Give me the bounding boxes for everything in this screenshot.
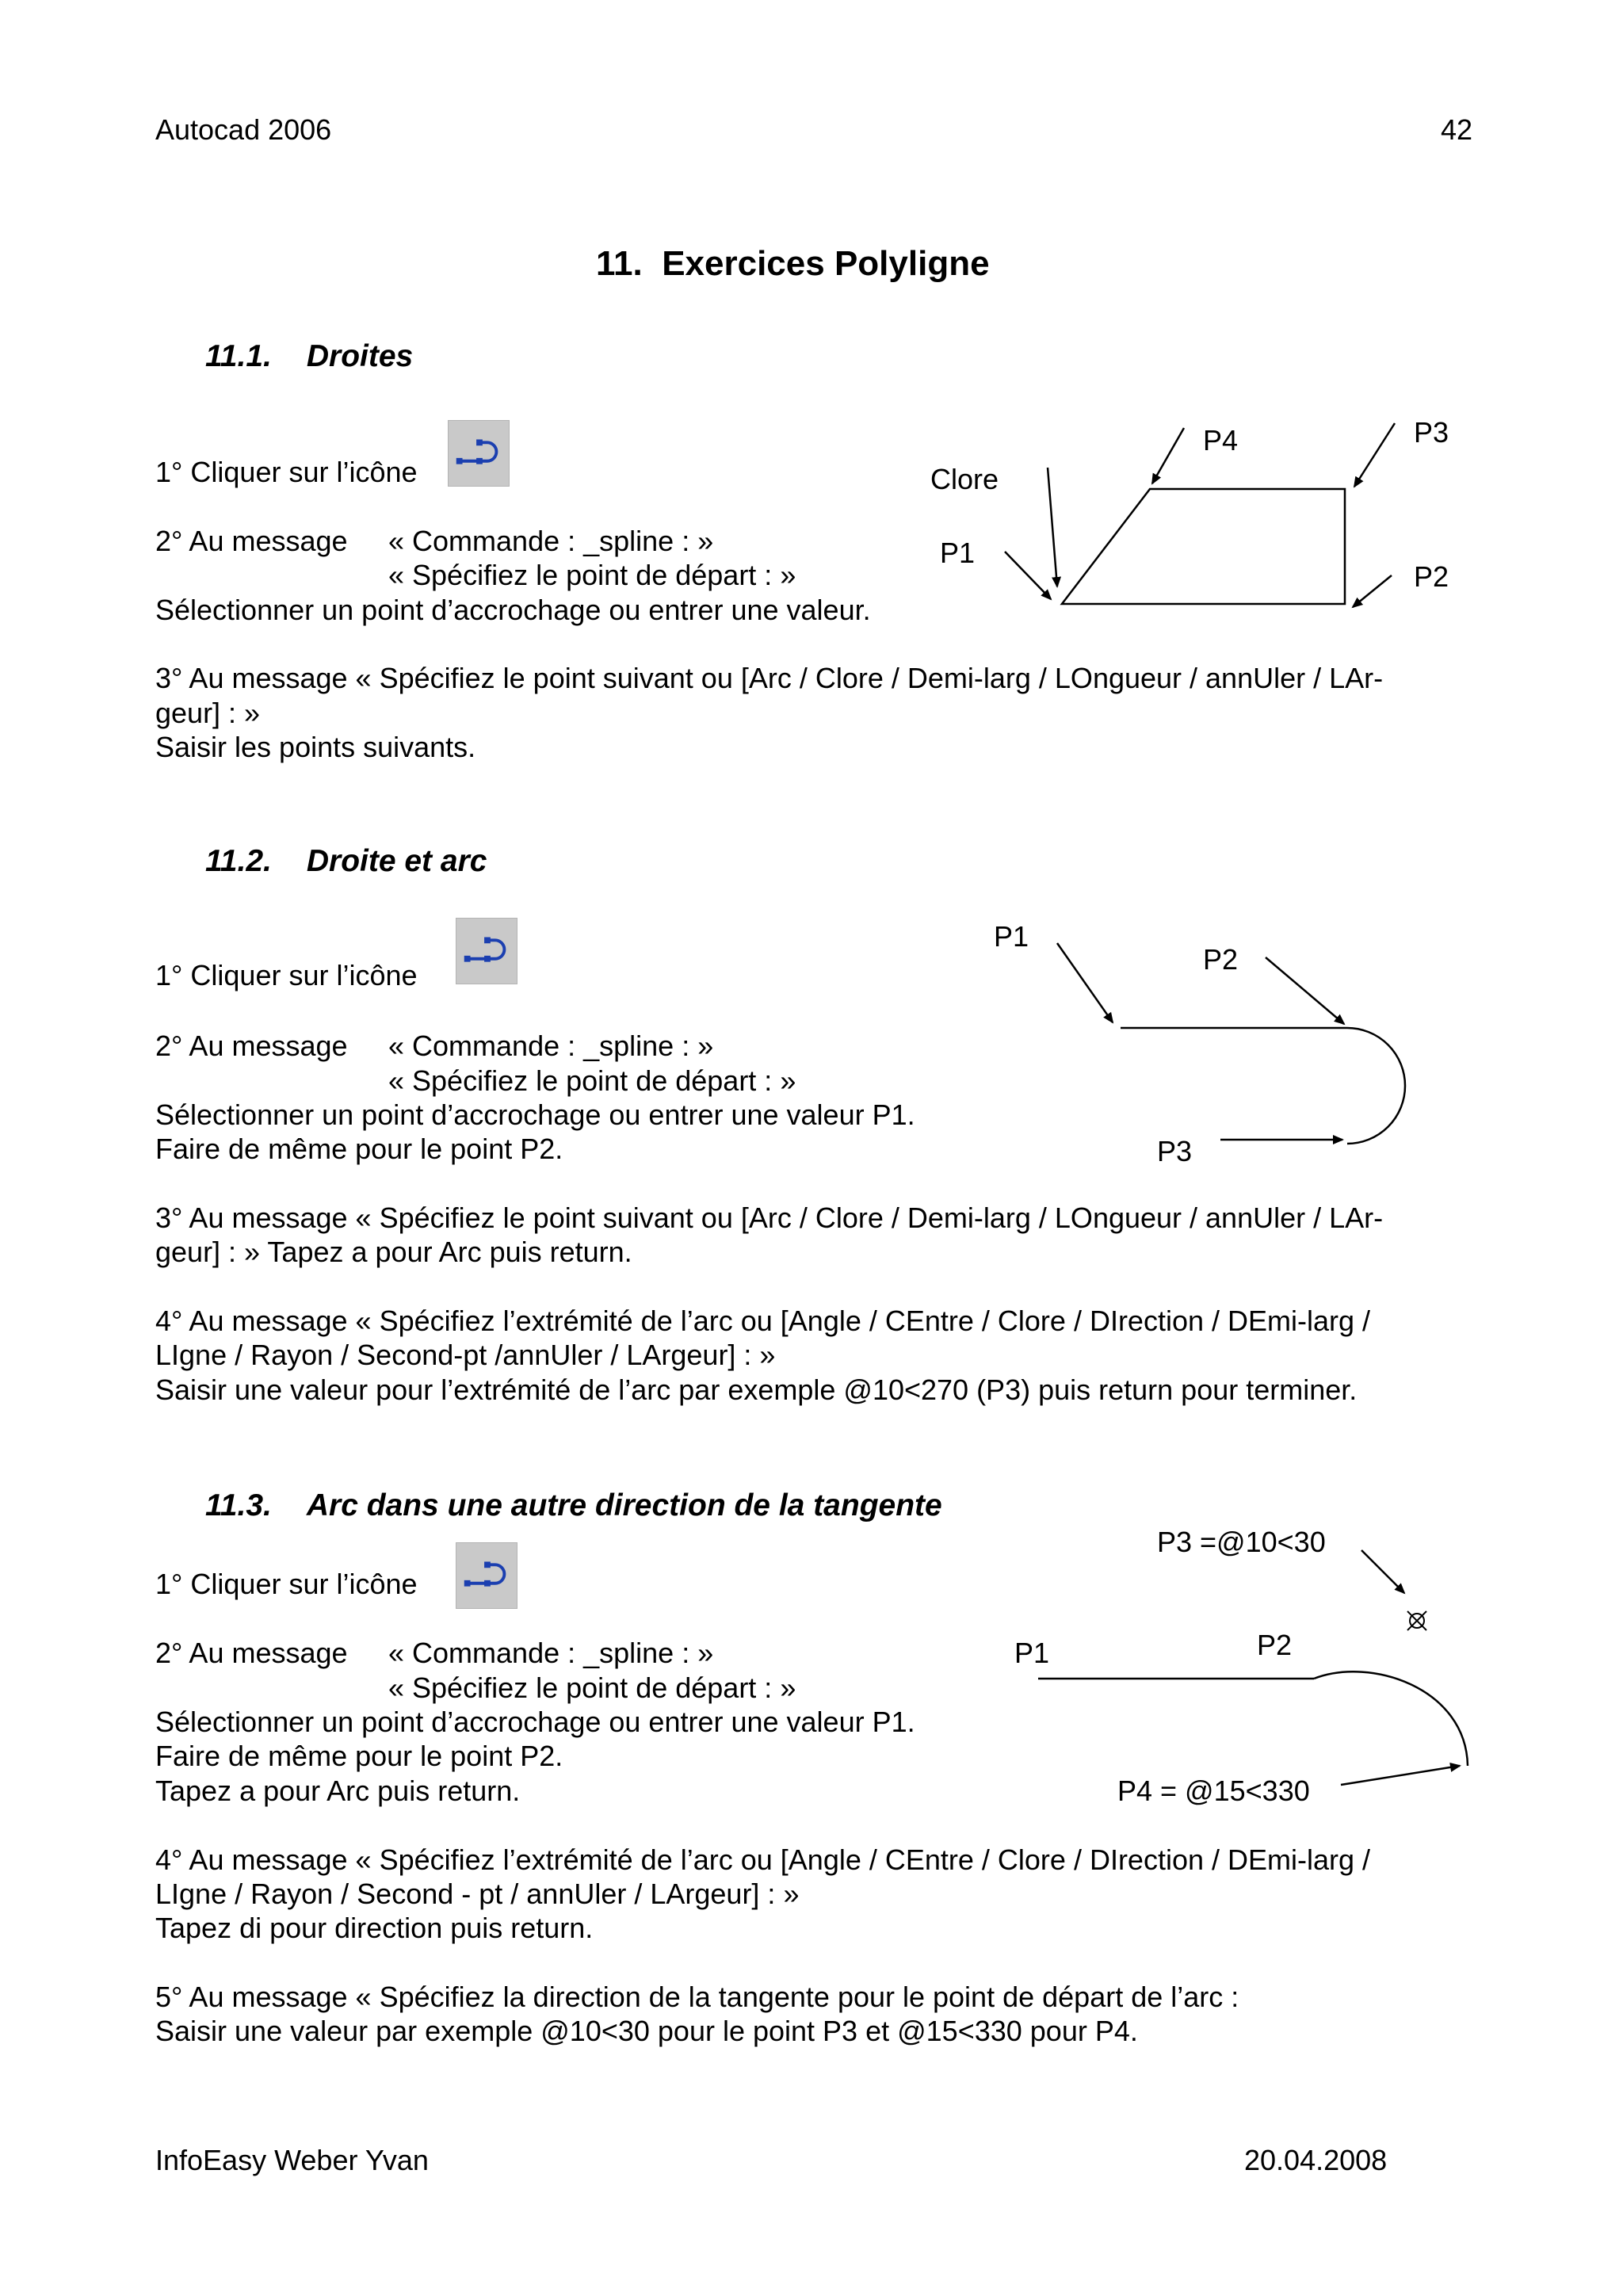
s1-step3-cont: geur] : » bbox=[155, 697, 261, 729]
label-p1: P1 bbox=[1014, 1637, 1050, 1669]
arrow-clore bbox=[1048, 468, 1057, 586]
diagram-11-3 bbox=[999, 1526, 1490, 1815]
s2-step3-cont: geur] : » Tapez a pour Arc puis return. bbox=[155, 1236, 632, 1268]
quadrilateral-shape bbox=[1062, 489, 1345, 604]
p3-snap-marker bbox=[1407, 1611, 1426, 1630]
s3-command-line: « Commande : _spline : » bbox=[388, 1637, 714, 1669]
s2-start-point-line: « Spécifiez le point de départ : » bbox=[388, 1064, 796, 1097]
diagram-11-2 bbox=[951, 911, 1426, 1181]
s2-step4: 4° Au message « Spécifiez l’extrémité de l’arc ou [Angle / CEntre / Clore / DIrection / DEmi-larg / bbox=[155, 1305, 1371, 1337]
arrow-p4 bbox=[1341, 1766, 1460, 1785]
s2-step4-cont: LIgne / Rayon / Second-pt /annUler / LArgeur] : » bbox=[155, 1339, 776, 1371]
s1-select-line: Sélectionner un point d’accrochage ou entrer une valeur. bbox=[155, 594, 871, 626]
section-number: 11.3. bbox=[205, 1488, 272, 1522]
s3-start-point-line: « Spécifiez le point de départ : » bbox=[388, 1671, 796, 1704]
page-title bbox=[596, 244, 990, 284]
arc-p2-p3 bbox=[1347, 1028, 1405, 1144]
polyline-icon[interactable] bbox=[448, 420, 510, 487]
section-title: Arc dans une autre direction de la tangente bbox=[306, 1488, 942, 1522]
arrow-p2 bbox=[1266, 957, 1344, 1024]
s2-enter-arc: Saisir une valeur pour l’extrémité de l’arc par exemple @10<270 (P3) puis return pour terminer. bbox=[155, 1373, 1358, 1406]
s1-step3: 3° Au message « Spécifiez le point suivant ou [Arc / Clore / Demi-larg / LOngueur / annUler / LAr- bbox=[155, 662, 1384, 694]
polyline-icon-glyph bbox=[456, 1543, 517, 1608]
s3-example-values: Saisir une valeur par exemple @10<30 pour le point P3 et @15<330 pour P4. bbox=[155, 2015, 1138, 2047]
s3-type-direction: Tapez di pour direction puis return. bbox=[155, 1912, 594, 1944]
label-p3: P3 =@10<30 bbox=[1157, 1526, 1326, 1558]
diagram-11-1 bbox=[872, 404, 1490, 626]
s1-enter-points: Saisir les points suivants. bbox=[155, 731, 476, 763]
arrow-p4 bbox=[1152, 428, 1184, 483]
label-p3: P3 bbox=[1157, 1135, 1193, 1167]
s3-same-p2: Faire de même pour le point P2. bbox=[155, 1740, 563, 1772]
arc-p2-p4 bbox=[1314, 1671, 1468, 1766]
s1-start-point-line: « Spécifiez le point de départ : » bbox=[388, 559, 796, 591]
s2-select-line: Sélectionner un point d’accrochage ou entrer une valeur P1. bbox=[155, 1098, 915, 1131]
s3-type-arc: Tapez a pour Arc puis return. bbox=[155, 1775, 521, 1807]
section-heading-11-2 bbox=[205, 844, 487, 879]
arrow-p3 bbox=[1361, 1550, 1404, 1593]
s3-step4-cont: LIgne / Rayon / Second - pt / annUler / LArgeur] : » bbox=[155, 1878, 800, 1910]
label-p4: P4 bbox=[1203, 424, 1239, 457]
s1-command-line: « Commande : _spline : » bbox=[388, 525, 714, 557]
label-p1: P1 bbox=[994, 920, 1029, 953]
s2-step2-label: 2° Au message bbox=[155, 1030, 348, 1062]
section-title: Droite et arc bbox=[306, 844, 487, 878]
label-p2: P2 bbox=[1257, 1629, 1293, 1661]
footer-right: 20.04.2008 bbox=[1244, 2144, 1388, 2176]
s1-step2-label: 2° Au message bbox=[155, 525, 348, 557]
arrow-p1 bbox=[1057, 943, 1113, 1022]
label-p3: P3 bbox=[1414, 416, 1449, 449]
s3-step1: 1° Cliquer sur l’icône bbox=[155, 1568, 418, 1600]
header-left: Autocad 2006 bbox=[155, 113, 332, 146]
section-heading-11-1 bbox=[205, 339, 413, 374]
s3-step2-label: 2° Au message bbox=[155, 1637, 348, 1669]
section-number: 11.1. bbox=[205, 339, 272, 373]
arrow-p3 bbox=[1354, 423, 1395, 487]
polyline-icon-glyph bbox=[449, 421, 509, 486]
s3-step4: 4° Au message « Spécifiez l’extrémité de l’arc ou [Angle / CEntre / Clore / DIrection / DEmi-larg / bbox=[155, 1843, 1371, 1876]
label-p2: P2 bbox=[1203, 943, 1239, 976]
label-p2: P2 bbox=[1414, 560, 1449, 593]
s2-step1: 1° Cliquer sur l’icône bbox=[155, 959, 418, 991]
s2-step3: 3° Au message « Spécifiez le point suivant ou [Arc / Clore / Demi-larg / LOngueur / annUler / LAr- bbox=[155, 1201, 1384, 1234]
arrow-p2 bbox=[1353, 575, 1392, 607]
s3-step5: 5° Au message « Spécifiez la direction de la tangente pour le point de départ de l’arc : bbox=[155, 1981, 1239, 2013]
section-title: Droites bbox=[306, 339, 414, 373]
header-right: 42 bbox=[1441, 113, 1473, 146]
section-heading-11-3 bbox=[205, 1488, 942, 1523]
polyline-icon-glyph bbox=[456, 919, 517, 984]
polyline-icon[interactable] bbox=[456, 918, 517, 984]
section-number: 11.2. bbox=[205, 844, 272, 878]
s2-same-p2: Faire de même pour le point P2. bbox=[155, 1133, 563, 1165]
label-clore: Clore bbox=[930, 463, 999, 495]
arrow-p1 bbox=[1005, 552, 1051, 599]
s2-command-line: « Commande : _spline : » bbox=[388, 1030, 714, 1062]
footer-left: InfoEasy Weber Yvan bbox=[155, 2144, 429, 2176]
title-text: Exercices Polyligne bbox=[662, 244, 990, 283]
title-number: 11. bbox=[596, 244, 643, 283]
label-p4: P4 = @15<330 bbox=[1117, 1775, 1310, 1807]
s3-select-line: Sélectionner un point d’accrochage ou entrer une valeur P1. bbox=[155, 1706, 915, 1738]
label-p1: P1 bbox=[940, 537, 976, 569]
polyline-icon[interactable] bbox=[456, 1542, 517, 1609]
s1-step1: 1° Cliquer sur l’icône bbox=[155, 456, 418, 488]
